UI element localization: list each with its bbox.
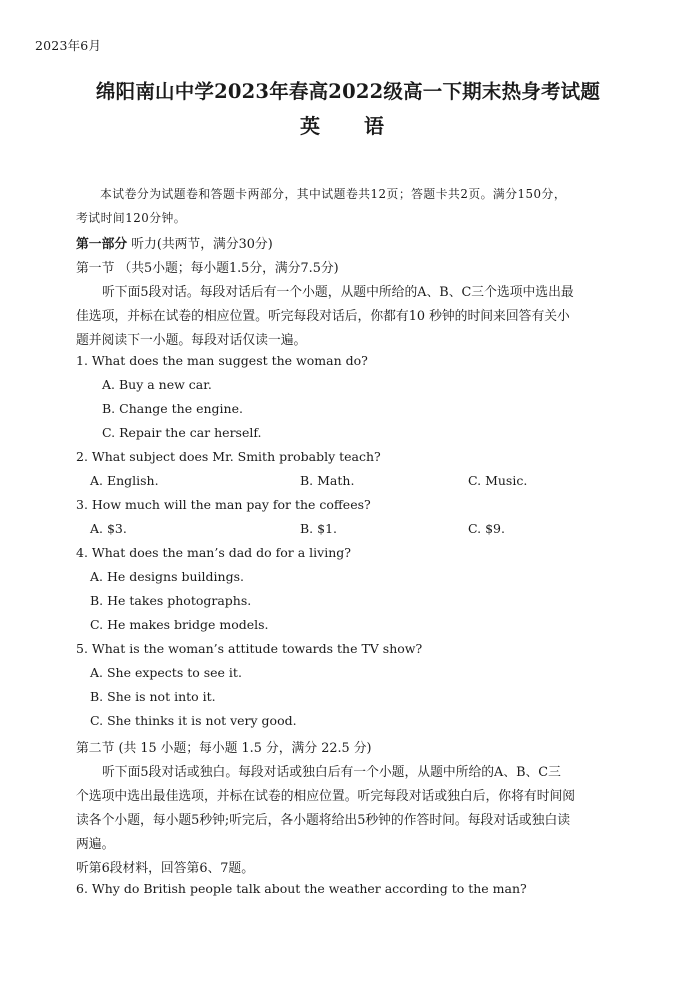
section2-instruction-2: 个选项中选出最佳选项，并标在试卷的相应位置。听完每段对话或独白后，你将有时间阅 — [76, 789, 576, 804]
question-1: 1. What does the man suggest the woman do? — [76, 353, 368, 368]
section2-heading: 第二节 (共 15 小题；每小题 1.5 分，满分 22.5 分) — [76, 741, 372, 756]
question-6: 6. Why do British people talk about the weather according to the man? — [76, 881, 527, 896]
question-5: 5. What is the woman’s attitude towards the TV show? — [76, 641, 423, 656]
question-3-option-c: C. $9. — [468, 521, 505, 536]
question-1-option-a: A. Buy a new car. — [102, 377, 212, 392]
question-2: 2. What subject does Mr. Smith probably teach? — [76, 449, 381, 464]
question-2-option-b: B. Math. — [300, 473, 355, 488]
subject-title: 英 语 — [300, 114, 396, 138]
section1-heading: 第一节 （共5小题；每小题1.5分，满分7.5分) — [76, 261, 339, 276]
question-3-option-a: A. $3. — [90, 521, 127, 536]
question-4: 4. What does the man’s dad do for a living? — [76, 545, 351, 560]
question-3: 3. How much will the man pay for the coffees? — [76, 497, 371, 512]
exam-title: 绵阳南山中学2023年春高2022级高一下期末热身考试题 — [95, 80, 601, 103]
question-2-option-a: A. English. — [90, 473, 159, 488]
part1-heading-bold: 第一部分 — [76, 237, 128, 252]
section2-instruction-3: 读各个小题，每小题5秒钟;听完后，各小题将给出5秒钟的作答时间。每段对话或独白读 — [76, 813, 571, 828]
exam-date: 2023年6月 — [35, 38, 102, 53]
section1-instruction-3: 题并阅读下一小题。每段对话仅读一遍。 — [76, 333, 307, 348]
section1-instruction-1: 听下面5段对话。每段对话后有一个小题，从题中所给的A、B、C三个选项中选出最 — [102, 285, 574, 300]
question-2-option-c: C. Music. — [468, 473, 528, 488]
section2-instruction-4: 两遍。 — [76, 837, 115, 852]
material-6-note: 听第6段材料，回答第6、7题。 — [76, 861, 254, 876]
question-5-option-c: C. She thinks it is not very good. — [90, 713, 297, 728]
section2-instruction-1: 听下面5段对话或独白。每段对话或独白后有一个小题，从题中所给的A、B、C三 — [102, 765, 561, 780]
intro-line-1: 本试卷分为试题卷和答题卡两部分，其中试题卷共12页；答题卡共2页。满分150分， — [100, 187, 567, 201]
question-5-option-b: B. She is not into it. — [90, 689, 216, 704]
question-4-option-a: A. He designs buildings. — [90, 569, 244, 584]
question-4-option-c: C. He makes bridge models. — [90, 617, 269, 632]
question-1-option-c: C. Repair the car herself. — [102, 425, 262, 440]
part1-heading — [76, 233, 273, 252]
question-3-option-b: B. $1. — [300, 521, 338, 536]
question-4-option-b: B. He takes photographs. — [90, 593, 252, 608]
question-1-option-b: B. Change the engine. — [102, 401, 243, 416]
section1-instruction-2: 佳选项，并标在试卷的相应位置。听完每段对话后，你都有10 秒钟的时间来回答有关小 — [76, 309, 570, 324]
question-5-option-a: A. She expects to see it. — [90, 665, 242, 680]
part1-heading-rest: 听力(共两节，满分30分) — [127, 237, 273, 252]
intro-line-2: 考试时间120分钟。 — [76, 211, 187, 225]
